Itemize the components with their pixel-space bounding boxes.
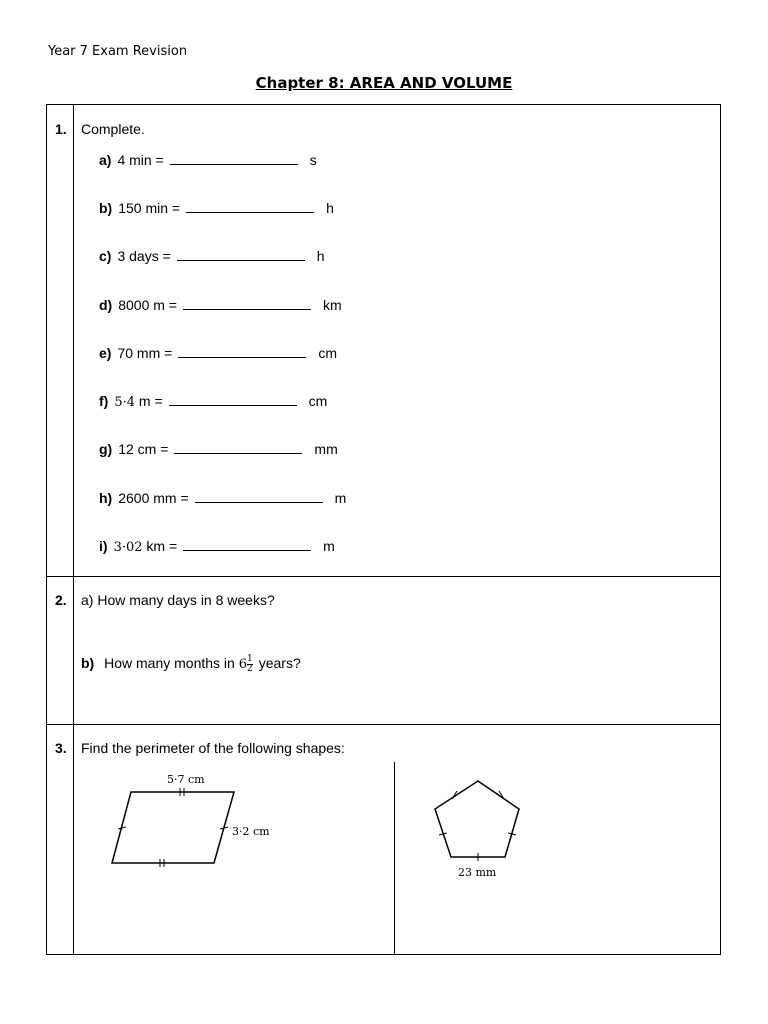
answer-blank[interactable] xyxy=(177,249,305,261)
question-table xyxy=(46,104,721,955)
parallelogram-side-label: 3·2 cm xyxy=(232,825,270,838)
pentagon-shape xyxy=(435,781,519,857)
answer-blank[interactable] xyxy=(186,201,314,213)
fraction: $\frac{1}{2}$ xyxy=(247,654,253,674)
q1-item-b: b) 150 min = h xyxy=(99,200,334,216)
pentagon-side-label: 23 mm xyxy=(458,866,497,879)
answer-blank[interactable] xyxy=(183,539,311,551)
answer-blank[interactable] xyxy=(195,491,323,503)
q1-item-f: f) 5·4 m = cm xyxy=(99,393,328,410)
answer-blank[interactable] xyxy=(178,346,306,358)
q1-item-e: e) 70 mm = cm xyxy=(99,345,337,361)
question-2b-text: b) How many months in 6 $\frac{1}{2}$ years? xyxy=(81,654,301,674)
answer-blank[interactable] xyxy=(170,153,298,165)
page-title-text: Chapter 8: AREA AND VOLUME xyxy=(255,74,513,92)
row-divider-2 xyxy=(47,724,720,725)
q1-item-a: a) 4 min = s xyxy=(99,152,317,168)
q1-item-h: h) 2600 mm = m xyxy=(99,490,347,506)
pentagon-figure xyxy=(422,773,532,885)
question-1-prompt: Complete. xyxy=(81,121,145,137)
parallelogram-top-label: 5·7 cm xyxy=(167,773,205,786)
document-header: Year 7 Exam Revision xyxy=(48,44,188,59)
parallelogram-shape xyxy=(112,792,234,863)
row-divider-1 xyxy=(47,576,720,577)
answer-blank[interactable] xyxy=(169,394,297,406)
shapes-divider xyxy=(394,762,395,954)
q1-item-c: c) 3 days = h xyxy=(99,248,325,264)
answer-blank[interactable] xyxy=(183,298,311,310)
q1-item-d: d) 8000 m = km xyxy=(99,297,342,313)
question-2-number: 2. xyxy=(55,592,67,608)
q1-item-i: i) 3·02 km = m xyxy=(99,538,335,555)
question-3-number: 3. xyxy=(55,740,67,756)
answer-blank[interactable] xyxy=(174,442,302,454)
page-title xyxy=(0,74,768,92)
question-3-prompt: Find the perimeter of the following shapes: xyxy=(81,740,345,756)
question-2a-text: a) How many days in 8 weeks? xyxy=(81,592,275,608)
q1-item-g: g) 12 cm = mm xyxy=(99,441,338,457)
question-1-number: 1. xyxy=(55,121,67,137)
parallelogram-figure xyxy=(102,767,282,867)
number-column-divider xyxy=(73,105,74,954)
